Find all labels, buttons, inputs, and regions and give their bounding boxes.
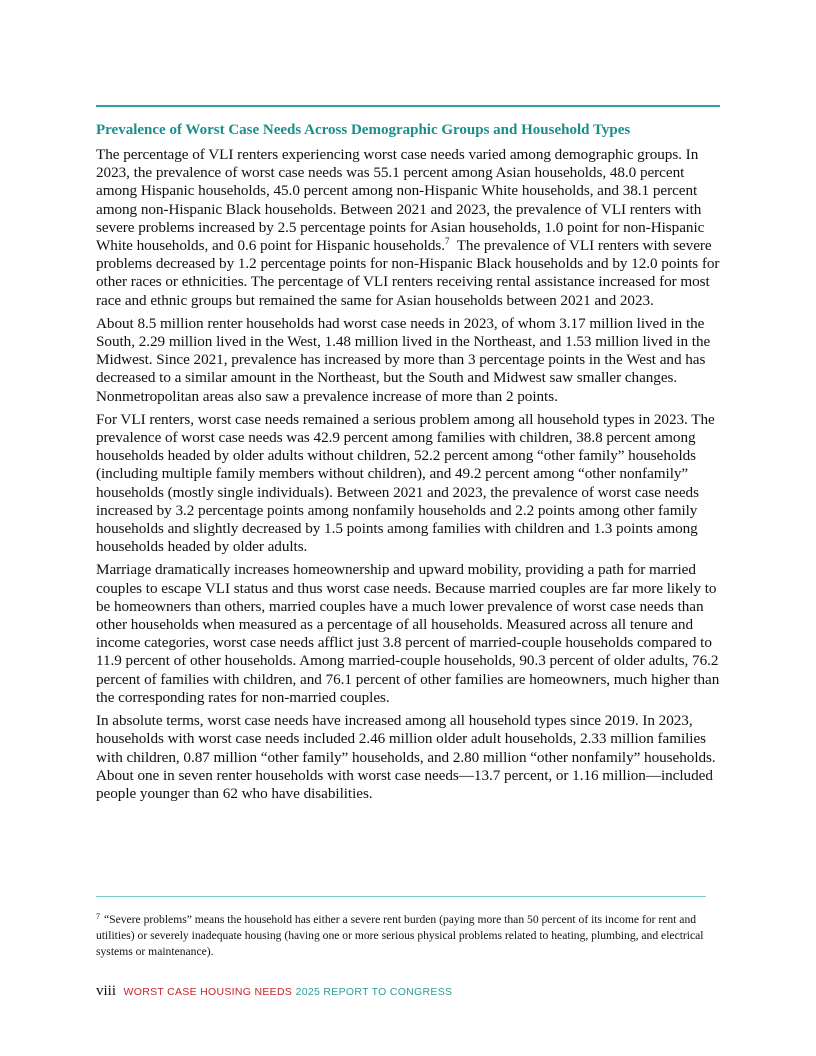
paragraph-regions: About 8.5 million renter households had worst case needs in 2023, of whom 3.17 million lived in the South, 2.29 million lived in the West, 1.48 million lived in the Northeast, and 1.53 million lived in the Midwest. Since 2021, prevalence has increased by more than 3 percentage points in the West and has decreased to a similar amount in the Northeast, but the South and Midwest saw smaller changes. Nonmetropolitan areas also saw a prevalence increase of more than 2 points. [96,314,711,405]
paragraph-household-types: For VLI renters, worst case needs remained a serious problem among all household types in 2023. The prevalence of worst case needs was 42.9 percent among families with children, 38.8 percent among households headed by older adults without children, 52.2 percent among “other family” households (including multiple family members without children), and 49.2 percent among “other nonfamily” households (mostly single individuals). Between 2021 and 2023, the prevalence of worst case needs increased by 3.2 percentage points among nonfamily households and 2.2 points among other family households and slightly decreased by 1.5 points among families with children and 1.3 points among households headed by older adults. [96,410,715,556]
footnote-divider-rule [96,896,706,897]
footnote-number: 7 [96,912,100,921]
paragraph-absolute-terms: In absolute terms, worst case needs have increased among all household types since 2019. In 2023, households with worst case needs included 2.46 million older adult households, 2.33 million families with children, 0.87 million “other family” households, and 2.80 million “other nonfamily” households. About one in seven renter households with worst case needs—13.7 percent, or 1.16 million—included people younger than 62 who have disabilities. [96,712,716,802]
page-footer [96,983,722,1000]
report-title: WORST CASE HOUSING NEEDS [123,986,293,998]
paragraph-text: The prevalence of VLI renters with severe problems decreased by 1.2 percentage points for non-Hispanic Black households and by 12.0 points for other races or ethnicities. The percentage of VLI renters receiving rental assistance increased for most race and ethnic groups but remained the same for Asian households between 2021 and 2023. [96,237,720,309]
paragraph-demographic-groups [96,146,722,310]
top-divider-rule [96,105,720,107]
footnote-text: “Severe problems” means the household has either a severe rent burden (paying more than 50 percent of its income for rent and utilities) or severely inadequate housing (having one or more serious physical problems related to heating, plumbing, and electrical systems or maintenance). [96,913,704,958]
main-content [96,120,722,808]
section-heading: Prevalence of Worst Case Needs Across Demographic Groups and Household Types [96,122,631,138]
paragraph-text: The percentage of VLI renters experiencing worst case needs varied among demographic groups. In 2023, the prevalence of worst case needs was 55.1 percent among Asian households, 48.0 percent among Hispanic households, 45.0 percent among non-Hispanic White households, and 38.1 percent among non-Hispanic Black households. Between 2021 and 2023, the prevalence of VLI renters with severe problems increased by 2.5 percentage points for Asian households, 1.0 point for non-Hispanic White households, and 0.6 point for Hispanic households. [96,146,705,255]
page-number: viii [96,983,117,999]
paragraph-marriage: Marriage dramatically increases homeownership and upward mobility, providing a path for married couples to escape VLI status and thus worst case needs. Because married couples are far more likely to be homeowners than others, married couples have a much lower prevalence of worst case needs than other households when measured as a percentage of all households. Measured across all tenure and income categories, worst case needs afflict just 3.8 percent of married-couple households compared to 11.9 percent of other households. Among married-couple households, 90.3 percent of older adults, 76.2 percent of families with children, and 76.1 percent of other families are homeowners, much higher than the corresponding rates for non-married couples. [96,561,720,706]
footnote [96,912,722,960]
report-subtitle: 2025 REPORT TO CONGRESS [295,986,453,998]
footnote-reference[interactable]: 7 [445,236,450,247]
